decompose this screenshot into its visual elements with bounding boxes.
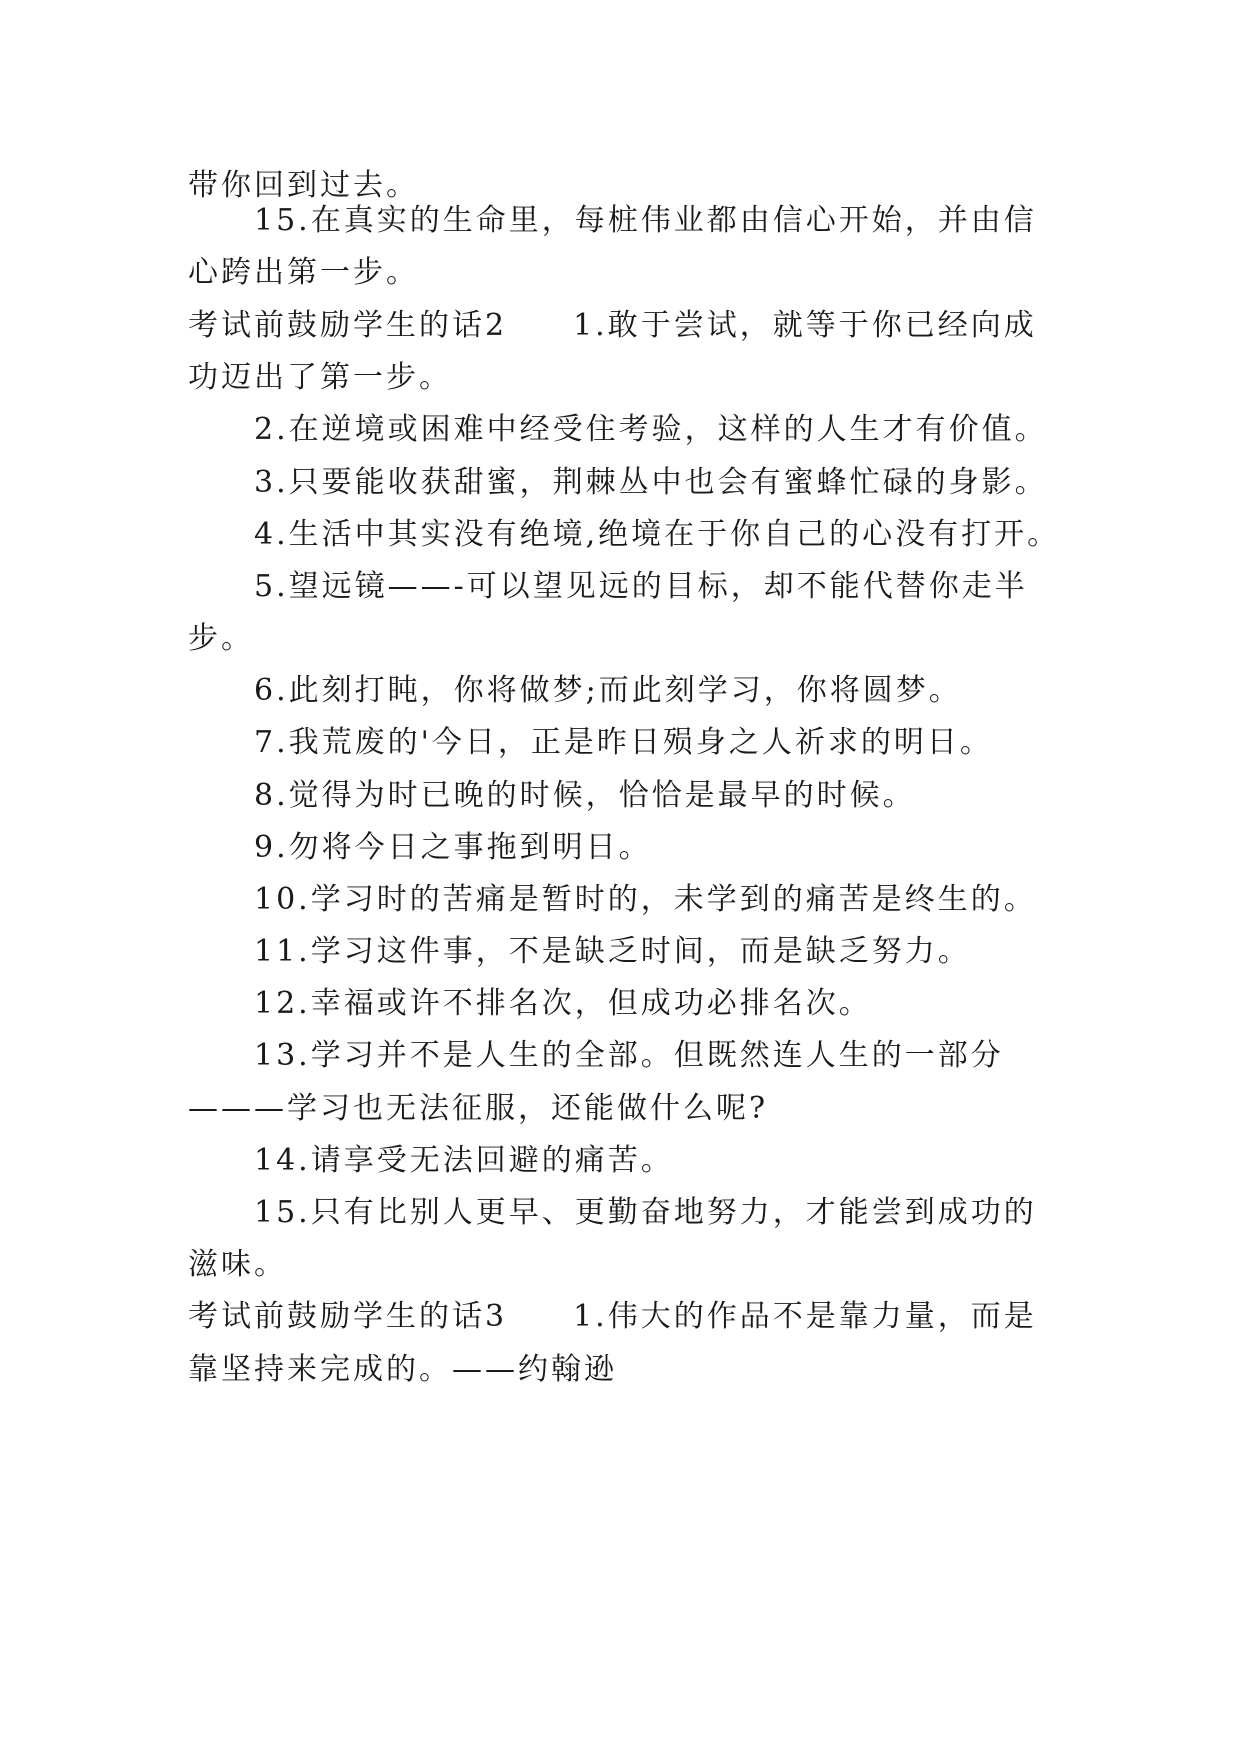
text-line: 滋味。: [188, 1247, 287, 1282]
text-line: 11.学习这件事，不是缺乏时间，而是缺乏努力。: [254, 934, 971, 969]
text-line: 心跨出第一步。: [188, 255, 419, 290]
section-heading-line: 考试前鼓励学生的话2 1.敢于尝试，就等于你已经向成: [188, 308, 1037, 343]
text-line: 带你回到过去。: [188, 168, 419, 203]
text-line: 9.勿将今日之事拖到明日。: [254, 830, 652, 865]
text-line: 15.只有比别人更早、更勤奋地努力，才能尝到成功的: [254, 1195, 1037, 1230]
text-line: 13.学习并不是人生的全部。但既然连人生的一部分: [254, 1038, 1004, 1073]
text-line: 靠坚持来完成的。——约翰逊: [188, 1352, 617, 1387]
text-line: 8.觉得为时已晚的时候，恰恰是最早的时候。: [254, 778, 916, 813]
text-line: 15.在真实的生命里，每桩伟业都由信心开始，并由信: [254, 203, 1037, 238]
text-line: 10.学习时的苦痛是暂时的，未学到的痛苦是终生的。: [254, 882, 1037, 917]
text-line: 12.幸福或许不排名次，但成功必排名次。: [254, 986, 872, 1021]
text-line: 4.生活中其实没有绝境,绝境在于你自己的心没有打开。: [254, 517, 1061, 552]
text-line: 2.在逆境或困难中经受住考验，这样的人生才有价值。: [254, 412, 1048, 447]
text-line: 3.只要能收获甜蜜，荆棘丛中也会有蜜蜂忙碌的身影。: [254, 465, 1048, 500]
text-line: 7.我荒废的'今日，正是昨日殒身之人祈求的明日。: [254, 725, 993, 760]
text-line: 14.请享受无法回避的痛苦。: [254, 1143, 674, 1178]
text-line: 5.望远镜——-可以望见远的目标，却不能代替你走半: [254, 569, 1028, 604]
text-line: 6.此刻打盹，你将做梦;而此刻学习，你将圆梦。: [254, 673, 962, 708]
text-line: ———学习也无法征服，还能做什么呢?: [188, 1091, 769, 1126]
section-heading-line: 考试前鼓励学生的话3 1.伟大的作品不是靠力量，而是: [188, 1299, 1037, 1334]
text-line: 功迈出了第一步。: [188, 360, 452, 395]
text-line: 步。: [188, 621, 254, 656]
